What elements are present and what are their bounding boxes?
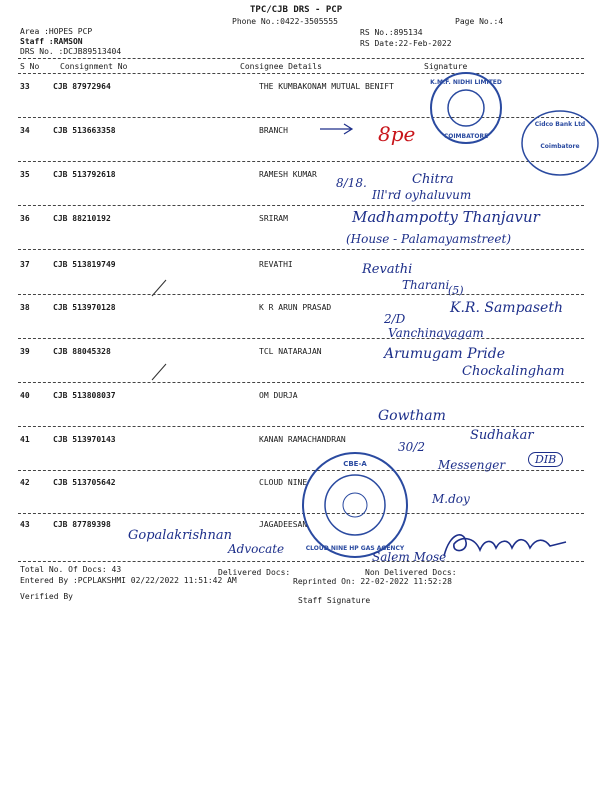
stamp-kmf-city: COIMBATORE [443,133,489,140]
row-sno: 39 [20,347,30,356]
handwriting-row41-b: Sudhakar [470,428,534,443]
row-consignment: CJB 513663358 [53,126,116,135]
row-sno: 42 [20,478,30,487]
tick-mark [150,362,170,382]
handwriting-row37-c: (5) [448,284,464,297]
area-label: Area :HOPES PCP [20,27,93,36]
rs-date: RS Date:22-Feb-2022 [360,39,452,48]
row-consignment: CJB 513970128 [53,303,116,312]
divider [18,58,584,59]
staff-signature: Staff Signature [298,596,371,605]
divider [18,294,584,295]
handwriting-row41-c: Messenger [438,458,506,472]
stamp-kmf-text: K.M.F. NIDHI LIMITED [430,79,502,86]
row-consignment: CJB 513808037 [53,391,116,400]
divider [18,426,584,427]
row-consignee: OM DURJA [259,391,298,400]
reprinted-on: Reprinted On: 22-02-2022 11:52:28 [293,577,452,586]
row-sno: 43 [20,520,30,529]
handwriting-row39-b: Chockalingham [462,364,565,379]
doc-title: TPC/CJB DRS - PCP [250,5,343,15]
rs-number: RS No.:895134 [360,28,423,37]
stamp-cloud-code: CBE-A [343,460,367,468]
handwriting-row41-d: DIB [528,452,563,467]
divider [18,249,584,250]
stamp-cloud-agency: CLOUD NINE HP GAS AGENCY [305,545,405,552]
row-consignee: THE KUMBAKONAM MUTUAL BENIFT [259,82,394,91]
handwriting-row41-a: 30/2 [398,440,425,454]
row-sno: 36 [20,214,30,223]
cloud-nine-stamp [300,450,410,560]
handwriting-row35-addr: Ill'rd oyhaluvum [372,188,472,202]
row-consignment: CJB 87972964 [53,82,111,91]
row-consignee: RAMESH KUMAR [259,170,317,179]
handwriting-row35-date: 8/18. [336,176,367,190]
row-consignee: K R ARUN PRASAD [259,303,332,312]
row-sno: 41 [20,435,30,444]
handwriting-row36-b: (House - Palamayamstreet) [346,232,511,246]
divider [18,205,584,206]
col-consignee: Consignee Details [240,62,322,71]
handwriting-row38-b: 2/D [384,312,406,326]
handwriting-row42: M.doy [432,492,470,506]
row-consignee: SRIRAM [259,214,288,223]
row-consignment: CJB 88210192 [53,214,111,223]
col-signature: Signature [424,62,468,71]
staff-label: Staff :RAMSON [20,37,83,46]
row-consignee: JAGADEESAN [259,520,308,529]
row-consignment: CJB 88045328 [53,347,111,356]
row-sno: 34 [20,126,30,135]
handwriting-row39-a: Arumugam Pride [384,346,505,362]
tick-mark [150,278,170,298]
row-consignment: CJB 87789398 [53,520,111,529]
page-number: Page No.:4 [455,17,504,26]
handwriting-row38-c: Vanchinayagam [388,326,484,340]
total-docs: Total No. Of Docs: 43 [20,565,122,574]
handwriting-row35-name: Chitra [412,172,454,187]
signature-row34: 8pe [378,122,416,146]
divider [18,338,584,339]
delivered-docs: Delivered Docs: [218,568,291,577]
row-consignee: CLOUD NINE [259,478,308,487]
row-consignee: TCL NATARAJAN [259,347,322,356]
col-consignment: Consignment No [60,62,128,71]
row-consignee: BRANCH [259,126,288,135]
divider [18,161,584,162]
handwriting-row43-c: Salem Mose [372,550,447,564]
handwriting-row37-b: Tharani [402,278,450,292]
bank-stamp [520,108,600,178]
handwriting-row38-a: K.R. Sampaseth [450,300,563,316]
non-delivered-docs: Non Delivered Docs: [365,568,457,577]
handwriting-row43-b: Advocate [228,542,285,556]
signature-row43 [440,526,570,562]
handwriting-row36-a: Madhampotty Thanjavur [352,208,540,226]
phone-number: Phone No.:0422-3505555 [232,17,338,26]
row-sno: 33 [20,82,30,91]
divider [18,382,584,383]
kmf-nidhi-stamp [428,70,504,146]
handwriting-row37-a: Revathi [362,262,413,277]
row-sno: 40 [20,391,30,400]
row-sno: 38 [20,303,30,312]
entered-by: Entered By :PCPLAKSHMI 02/22/2022 11:51:42 AM [20,576,237,585]
handwriting-row43-a: Gopalakrishnan [128,528,232,543]
drs-number: DRS No. :DCJB89513404 [20,47,122,56]
handwriting-row40: Gowtham [378,408,446,424]
row-consignment: CJB 513792618 [53,170,116,179]
col-sno: S No [20,62,40,71]
stamp-bank-text: Cidco Bank Ltd [534,121,586,128]
verified-by: Verified By [20,592,73,601]
stamp-bank-city: Coimbatore [540,143,580,150]
row-sno: 37 [20,260,30,269]
row-consignment: CJB 513705642 [53,478,116,487]
row-sno: 35 [20,170,30,179]
row-consignee: KANAN RAMACHANDRAN [259,435,346,444]
arrow-mark [318,122,358,136]
row-consignee: REVATHI [259,260,293,269]
row-consignment: CJB 513970143 [53,435,116,444]
row-consignment: CJB 513819749 [53,260,116,269]
